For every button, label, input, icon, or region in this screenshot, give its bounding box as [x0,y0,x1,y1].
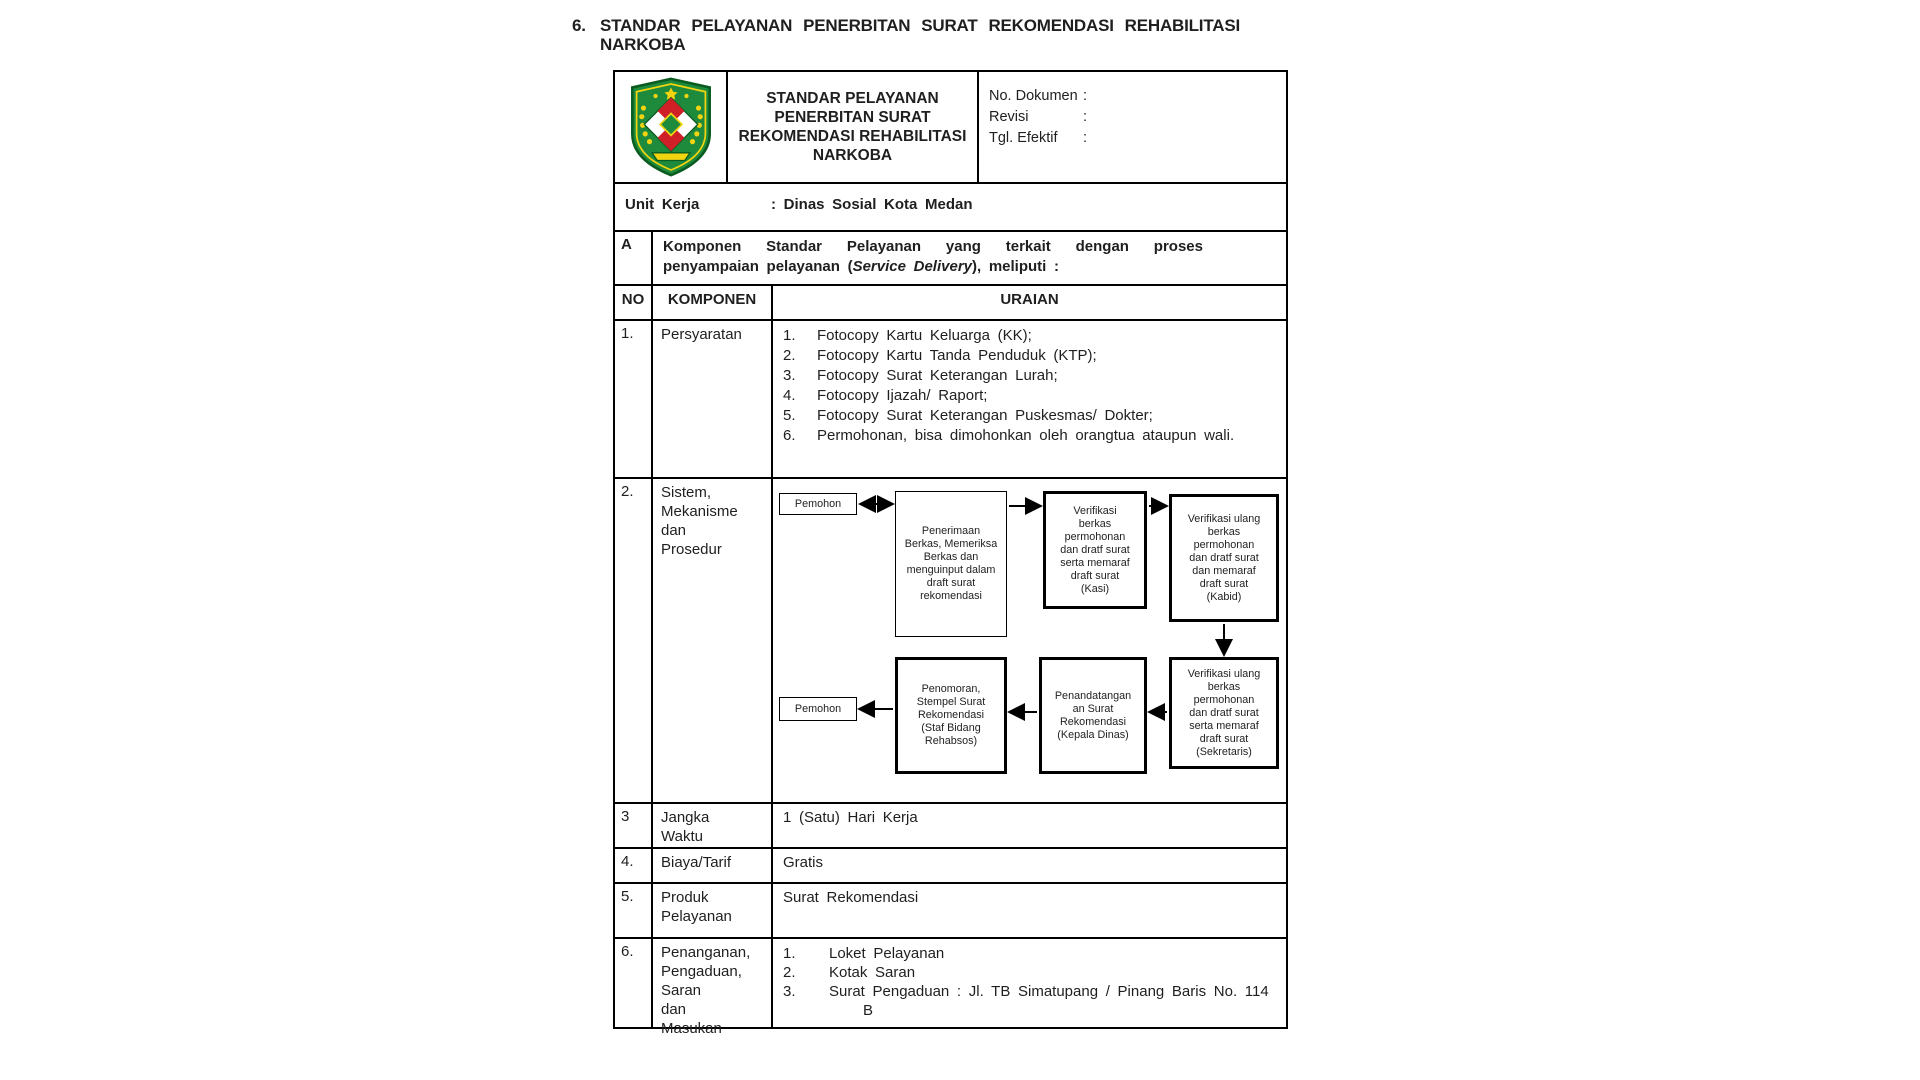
section-a-suffix: ), meliputi : [972,258,1059,275]
flow-box-pemohon-end [779,697,857,721]
section-a-text-cell [653,232,1286,284]
table-row-biaya-tarif [615,847,1286,882]
item-number: 3. [783,367,796,384]
page-title-text: STANDAR PELAYANAN PENERBITAN SURAT REKOMENDASI REHABILITASI NARKOBA [600,16,1240,54]
flow-box-label: Pemohon [794,497,842,510]
table-header-row [615,72,1286,182]
unit-kerja-row [615,182,1286,230]
item-text: Fotocopy Kartu Tanda Penduduk (KTP); [817,347,1097,364]
list-item [783,346,1280,366]
item-text: Permohonan, bisa dimohonkan oleh orangtua ataupun wali. [817,427,1235,444]
flow-box-verifikasi-kasi [1043,491,1147,609]
list-item [783,426,1280,446]
row2-komponen: Sistem, Mekanisme dan Prosedur [653,479,773,802]
table-row-jangka-waktu [615,802,1286,847]
table-row-produk-pelayanan [615,882,1286,937]
row6-komponen: Penanganan, Pengaduan, Saran dan Masukan [653,939,773,1027]
column-header-uraian: URAIAN [1000,291,1059,308]
list-item [783,963,1280,982]
row5-uraian [773,884,1286,937]
item-text: Fotocopy Kartu Keluarga (KK); [817,327,1032,344]
item-text: Surat Pengaduan : Jl. TB Simatupang / Pinang Baris No. 114 B [829,983,1269,1019]
table-row-persyaratan [615,319,1286,477]
effective-date-line [989,128,1286,149]
column-header-no: NO [615,286,653,319]
logo-cell [615,72,728,182]
unit-kerja [615,184,1286,230]
doc-number-colon: : [1083,88,1088,104]
flow-box-label: Penandatanganan Surat Rekomendasi (Kepala Dinas) [1054,689,1132,741]
item-number: 2. [783,964,796,981]
pengaduan-list [773,939,1286,1020]
row1-komponen: Persyaratan [653,321,773,477]
row1-uraian [773,321,1286,477]
item-text: Loket Pelayanan [829,945,945,962]
item-number: 3. [783,983,796,1000]
row1-no: 1. [615,321,653,477]
flow-box-penomoran-staf-rehabsos [895,657,1007,774]
procedure-flowchart [773,479,1290,804]
row4-komponen: Biaya/Tarif [653,849,773,882]
item-text: Fotocopy Ijazah/ Raport; [817,387,988,404]
row3-text: 1 (Satu) Hari Kerja [783,809,918,826]
row4-text: Gratis [783,854,824,871]
row3-komponen: Jangka Waktu [653,804,773,847]
medan-city-emblem-logo [628,77,714,177]
flow-box-label: Verifikasi berkas permohonan dan dratf surat serta memaraf draft surat (Kasi) [1060,504,1130,595]
page-title [572,16,1240,54]
flow-box-label: Pemohon [794,702,842,715]
flow-box-pemohon-start [779,493,857,515]
flow-box-penerimaan-berkas [895,491,1007,637]
row2-no: 2. [615,479,653,802]
item-number: 4. [783,387,796,404]
header-document-title: STANDAR PELAYANAN PENERBITAN SURAT REKOMENDASI REHABILITASI NARKOBA [728,72,979,182]
row6-no: 6. [615,939,653,1027]
flow-box-label: Penerimaan Berkas, Memeriksa Berkas dan menguinput dalam draft surat rekomendasi [904,525,998,602]
item-text: Fotocopy Surat Keterangan Lurah; [817,367,1058,384]
persyaratan-list [773,321,1286,446]
document-info-block [979,72,1286,182]
list-item [783,982,1280,1020]
list-item [783,326,1280,346]
revision-label: Revisi [989,109,1029,125]
section-a-prefix: Komponen Standar Pelayanan yang terkait dengan proses penyampaian pelayanan ( [663,238,1203,275]
doc-number-line [989,86,1286,107]
unit-kerja-value: : Dinas Sosial Kota Medan [771,196,973,213]
row3-no: 3 [615,804,653,847]
item-text: Fotocopy Surat Keterangan Puskesmas/ Dokter; [817,407,1153,424]
page-title-number: 6. [572,16,586,35]
section-a-code: A [615,232,653,284]
flow-box-label: Penomoran, Stempel Surat Rekomendasi (Staf Bidang Rehabsos) [916,683,986,747]
flow-box-penandatanganan-kepala-dinas [1039,657,1147,774]
flow-box-label: Verifikasi ulang berkas permohonan dan dratf surat serta memaraf draft surat (Sekretaris) [1187,667,1261,758]
item-number: 2. [783,347,796,364]
item-number: 1. [783,327,796,344]
doc-number-label: No. Dokumen [989,88,1078,104]
item-text: Kotak Saran [829,964,916,981]
section-a-row [615,230,1286,284]
flow-box-label: Verifikasi ulang berkas permohonan dan dratf surat dan memaraf draft surat (Kabid) [1187,512,1261,603]
list-item [783,366,1280,386]
list-item [783,386,1280,406]
section-a-text [663,237,1203,277]
row6-uraian [773,939,1286,1027]
flow-box-verifikasi-sekretaris [1169,657,1279,769]
row5-no: 5. [615,884,653,937]
row3-uraian [773,804,1286,847]
unit-kerja-label: Unit Kerja [625,196,700,213]
revision-line [989,107,1286,128]
item-number: 5. [783,407,796,424]
revision-colon: : [1083,109,1088,125]
item-number: 1. [783,945,796,962]
item-number: 6. [783,427,796,444]
row5-text: Surat Rekomendasi [783,889,919,906]
list-item [783,406,1280,426]
row4-no: 4. [615,849,653,882]
effective-date-label: Tgl. Efektif [989,130,1058,146]
table-row-prosedur [615,477,1286,802]
list-item [783,944,1280,963]
flow-box-verifikasi-kabid [1169,494,1279,622]
service-standard-table [613,70,1288,1037]
column-header-row [615,284,1286,319]
effective-date-colon: : [1083,130,1088,146]
row5-komponen: Produk Pelayanan [653,884,773,937]
row4-uraian [773,849,1286,882]
table-row-penanganan-pengaduan [615,937,1286,1037]
column-header-komponen: KOMPONEN [653,286,773,319]
section-a-italic: Service Delivery [852,258,972,275]
row2-uraian [773,479,1286,802]
